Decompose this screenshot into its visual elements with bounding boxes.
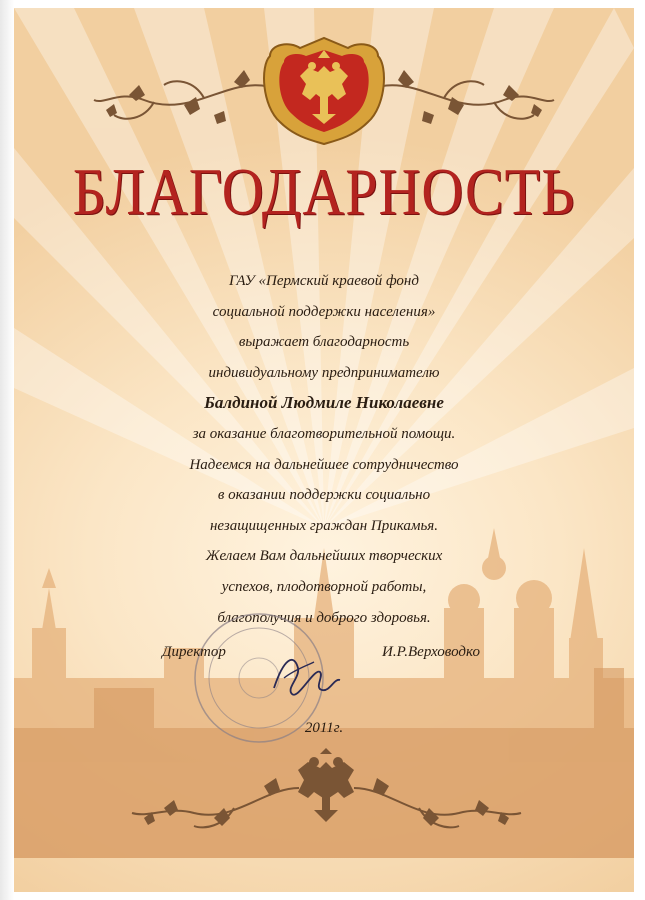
vine-ornament-bottom-left <box>124 768 304 838</box>
body-line-citizens: незащищенных граждан Прикамья. <box>209 517 439 534</box>
coat-of-arms-crest <box>250 36 398 146</box>
body-line-wishes-end: благополучия и доброго здоровья. <box>217 609 431 626</box>
body-line-expresses-gratitude: выражает благодарность <box>238 334 410 351</box>
body-line-organization: ГАУ «Пермский краевой фонд <box>229 273 419 289</box>
certificate-body <box>74 266 574 633</box>
vine-ornament-bottom-right <box>349 768 529 838</box>
body-line-cooperation: Надеемся на дальнейшее сотрудничество <box>189 456 459 473</box>
body-line-wishes: Желаем Вам дальнейших творческих <box>205 548 443 565</box>
director-label: Директор <box>162 644 226 660</box>
body-line-wishes-cont: успехов, плодотворной работы, <box>221 578 427 595</box>
scan-edge <box>0 0 14 900</box>
certificate-page <box>14 8 634 892</box>
body-line-organization-cont: социальной поддержки населения» <box>212 303 436 320</box>
signer-name: И.Р.Верховодко <box>382 644 480 660</box>
handwritten-signature <box>264 648 344 703</box>
certificate-year: 2011г. <box>304 720 344 736</box>
certificate-title: БЛАГОДАРНОСТЬ <box>72 154 576 229</box>
recipient-name: Балдиной Людмиле Николаевне <box>204 393 444 413</box>
body-line-reason: за оказание благотворительной помощи. <box>192 425 456 442</box>
body-line-recipient-role: индивидуальному предпринимателю <box>208 364 440 381</box>
body-line-support: в оказании поддержки социально <box>217 487 431 504</box>
